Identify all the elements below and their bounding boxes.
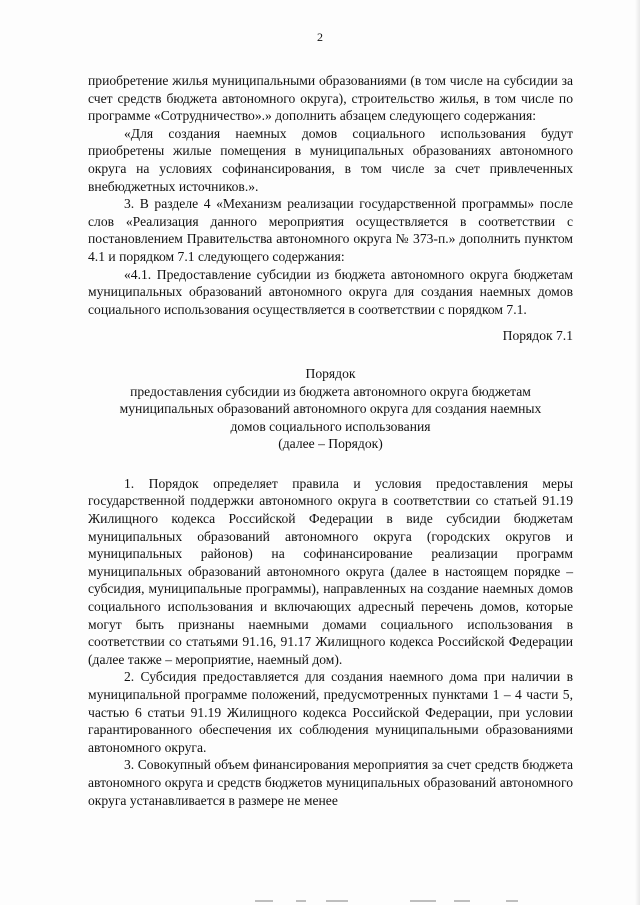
scan-speck bbox=[410, 900, 436, 902]
scan-edge-shadow bbox=[635, 0, 640, 905]
scan-speck bbox=[326, 900, 348, 902]
order-item-1: 1. Порядок определяет правила и условия предоставления меры государственной поддержки автономного округа в соответствии со статьей 91.19 Жилищного кодекса Российской Федерации в виде субсидии бюджетам муниципальных образований автономного округа (городских округов и муниципальных районов) на софинансирование реализации программ муниципальных образований автономного округа (далее в настоящем порядке – субсидия, муниципальные программы), направленных на создание наемных домов социального использования и включающих адресный перечень домов, которые могут быть признаны наемными домами социального использования в соответствии со статьями 91.16, 91.17 Жилищного кодекса Российской Федерации (далее также – мероприятие, наемный дом). bbox=[88, 475, 573, 667]
order-item-2: 2. Субсидия предоставляется для создания наемного дома при наличии в муниципальной программе положений, предусмотренных пунктами 1 – 4 части 5, частью 6 статьи 91.19 Жилищного кодекса Российской Федерации, при условии гарантированного обеспечения их соблюдения муниципальными образованиями автономного округа. bbox=[88, 669, 573, 755]
order-label: Порядок 7.1 bbox=[502, 328, 573, 344]
heading-line-3: домов социального использования bbox=[230, 418, 431, 434]
paragraph-section-4-amendment: 3. В разделе 4 «Механизм реализации государственной программы» после слов «Реализация данного мероприятия осуществляется в соответствии с постановлением Правительства автономного округа № 373-п.» дополнить пунктом 4.1 и порядком 7.1 следующего содержания: bbox=[88, 196, 573, 264]
page-number: 2 bbox=[317, 30, 323, 44]
document-body bbox=[88, 72, 573, 809]
paragraph-point-4-1: «4.1. Предоставление субсидии из бюджета автономного округа бюджетам муниципальных образований автономного округа для создания наемных домов социального использования осуществляется в соответствии с порядком 7.1. bbox=[88, 266, 573, 317]
paragraph-quote-social-housing: «Для создания наемных домов социального использования будут приобретены жилые помещения в муниципальных образованиях автономного округа на условиях софинансирования, в том числе за счет привлеченных внебюджетных источников.». bbox=[88, 125, 573, 194]
heading-gap bbox=[88, 453, 573, 475]
scan-speck bbox=[296, 900, 306, 902]
scan-speck bbox=[506, 900, 518, 902]
heading-line-4: (далее – Порядок) bbox=[278, 436, 383, 452]
heading-line-2: муниципальных образований автономного округа для создания наемных bbox=[119, 401, 542, 417]
scan-speck bbox=[454, 900, 470, 902]
paragraph-continuation: приобретение жилья муниципальными образованиями (в том числе на субсидии за счет средств бюджета автономного округа), строительство жилья, в том числе по программе «Сотрудничество».» дополнить абзацем следующего содержания: bbox=[88, 73, 573, 124]
heading-title: Порядок bbox=[305, 365, 356, 381]
scan-noise-bottom bbox=[0, 895, 640, 905]
heading-line-1: предоставления субсидии из бюджета автономного округа бюджетам bbox=[130, 383, 531, 399]
scan-speck bbox=[255, 900, 273, 902]
order-item-3: 3. Совокупный объем финансирования мероприятия за счет средств бюджета автономного округа и средств бюджетов муниципальных образований автономного округа устанавливается в размере не менее bbox=[88, 757, 573, 808]
